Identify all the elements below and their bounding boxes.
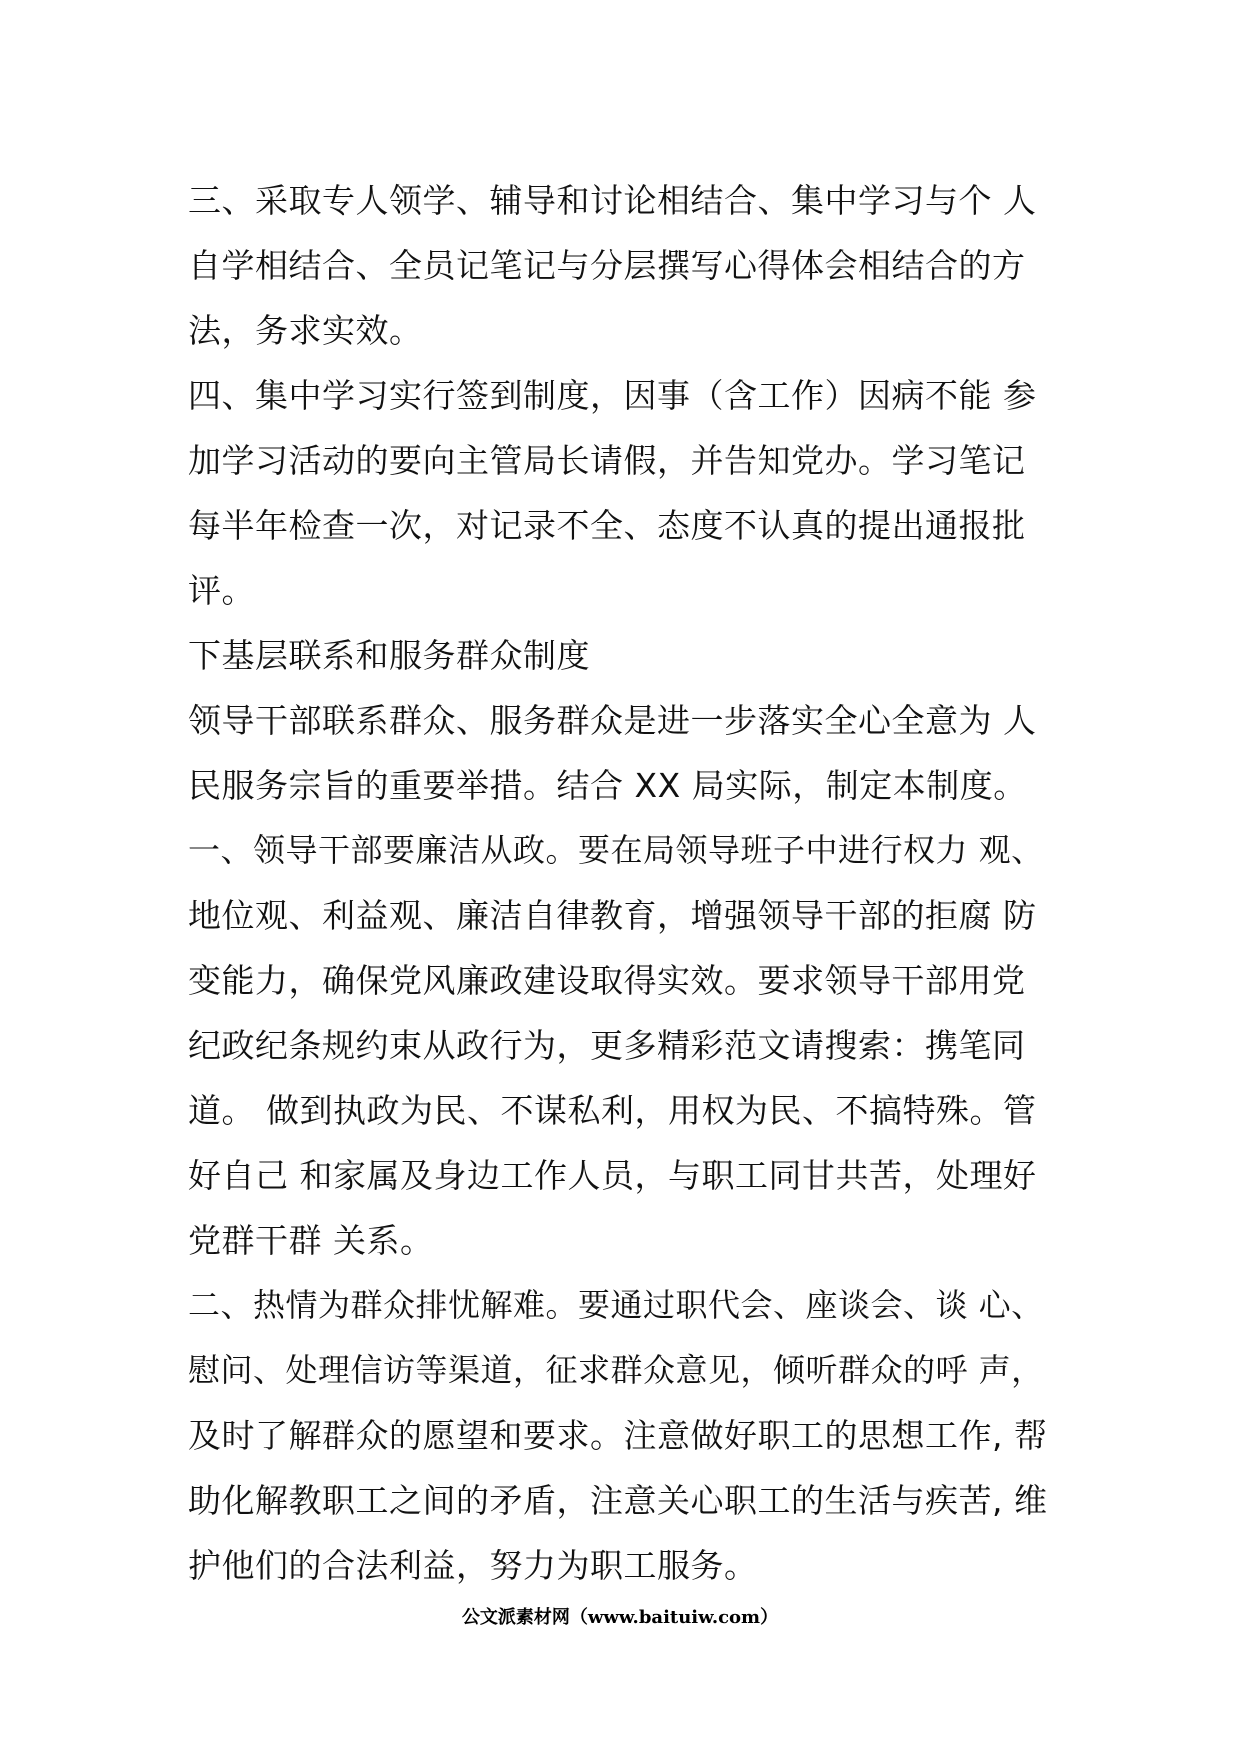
text-line: 自学相结合、全员记笔记与分层撰写心得体会相结合的方 (188, 246, 1026, 285)
text-line: 每半年检查一次，对记录不全、态度不认真的提出通报批 (188, 506, 1026, 545)
text-line: 道。 做到执政为民、不谋私利，用权为民、不搞特殊。管 (188, 1091, 1037, 1130)
text-line: 二、热情为群众排忧解难。要通过职代会、座谈会、谈 心、 (188, 1286, 1044, 1324)
text-line: 加学习活动的要向主管局长请假，并告知党办。学习笔记 (188, 441, 1026, 480)
text-line: 领导干部联系群众、服务群众是进一步落实全心全意为 人 (188, 701, 1037, 740)
text-line: 变能力，确保党风廉政建设取得实效。要求领导干部用党 (188, 961, 1026, 1000)
text-line: 慰问、处理信访等渠道，征求群众意见，倾听群众的呼 声， (188, 1351, 1044, 1389)
text-line: 地位观、利益观、廉洁自律教育，增强领导干部的拒腐 防 (188, 896, 1037, 935)
text-line: 及时了解群众的愿望和要求。注意做好职工的思想工作, 帮 (188, 1416, 1048, 1455)
text-line: 法，务求实效。 (188, 311, 423, 350)
text-line: 护他们的合法利益，努力为职工服务。 (188, 1546, 758, 1585)
page-footer: 公文派素材网（www.baituiw.com） (461, 1607, 779, 1628)
text-line: 四、集中学习实行签到制度，因事（含工作）因病不能 参 (188, 376, 1037, 415)
text-line: 助化解教职工之间的矛盾，注意关心职工的生活与疾苦, 维 (188, 1481, 1048, 1520)
text-line: 党群干群 关系。 (188, 1221, 434, 1260)
text-line: 民服务宗旨的重要举措。结合 XX 局实际，制定本制度。 (188, 766, 1027, 805)
document-body (188, 168, 1068, 1598)
text-line: 三、采取专人领学、辅导和讨论相结合、集中学习与个 人 (188, 181, 1037, 220)
text-line: 好自己 和家属及身边工作人员，与职工同甘共苦，处理好 (188, 1156, 1037, 1195)
text-line: 评。 (188, 571, 255, 610)
text-line: 纪政纪条规约束从政行为，更多精彩范文请搜索：携笔同 (188, 1026, 1026, 1065)
text-line: 一、领导干部要廉洁从政。要在局领导班子中进行权力 观、 (188, 831, 1044, 869)
section-heading: 下基层联系和服务群众制度 (188, 636, 590, 675)
